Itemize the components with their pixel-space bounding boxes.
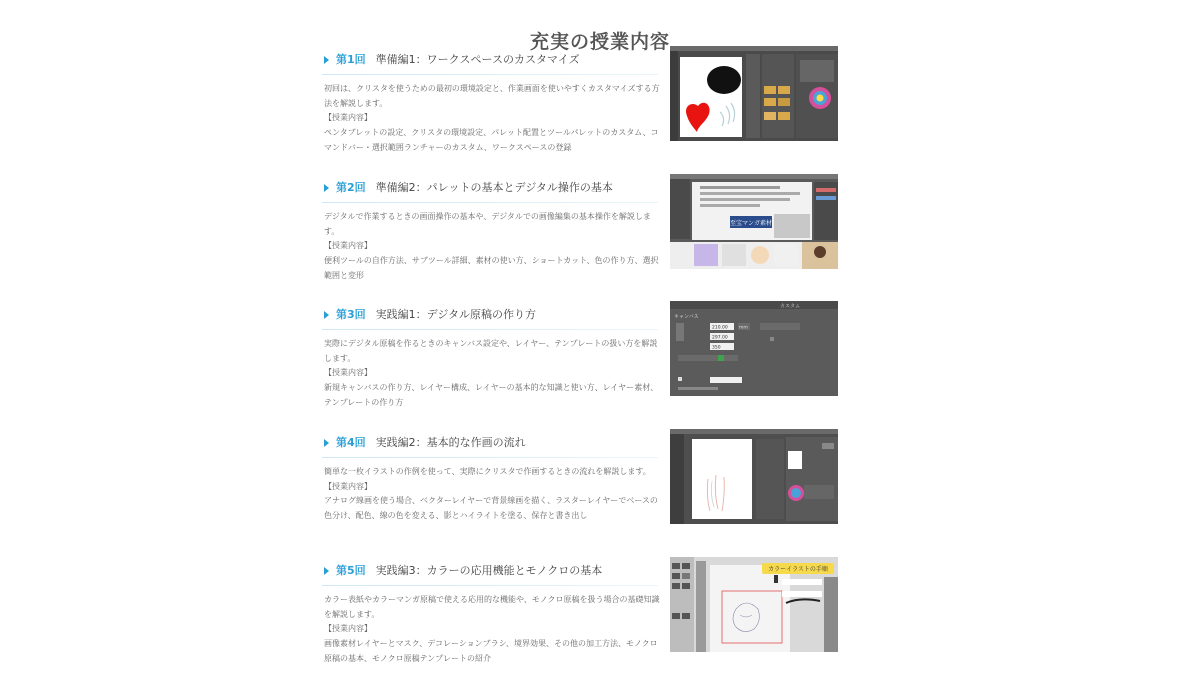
lesson-thumbnail (670, 301, 838, 396)
thumbnail-dialog-title: カスタム (780, 303, 801, 310)
lesson-content: 画像素材レイヤーとマスク、デコレーションブラシ、境界効果、その他の加工方法、モノクロ原稿の基本、モノクロ原稿テンプレートの紹介 (324, 639, 658, 663)
lesson-title: 実践編2：基本的な作画の流れ (375, 436, 526, 449)
lesson-body (324, 337, 660, 411)
divider (322, 329, 658, 330)
lesson-thumbnail (670, 174, 838, 269)
lesson-title: 実践編1：デジタル原稿の作り方 (375, 308, 536, 321)
lesson-body (324, 210, 660, 284)
lesson-heading (322, 305, 658, 325)
lesson-title: 準備編2：パレットの基本とデジタル操作の基本 (375, 181, 613, 194)
lesson-body (324, 82, 660, 156)
lesson-number: 第4回 (336, 436, 366, 449)
lesson-body (324, 593, 660, 667)
lesson-number: 第3回 (336, 308, 366, 321)
content-label: 【授業内容】 (324, 241, 372, 251)
lesson-heading (322, 178, 658, 198)
lesson-1 (322, 50, 838, 174)
thumbnail-banner-text: 至宝マンガ素材 (729, 220, 773, 227)
arrow-right-icon (324, 184, 329, 192)
lesson-title: 準備編1：ワークスペースのカスタマイズ (375, 53, 580, 66)
arrow-right-icon (324, 311, 329, 319)
lesson-thumbnail (670, 557, 838, 652)
thumbnail-unit-label: mm (739, 325, 748, 331)
lesson-heading (322, 50, 658, 70)
divider (322, 74, 658, 75)
page-title: 充実の授業内容 (529, 30, 670, 53)
thumbnail-height-value: 297.00 (712, 335, 728, 341)
lesson-content: 新規キャンバスの作り方、レイヤー構成、レイヤーの基本的な知識と使い方、レイヤー素材、テンプレートの作り方 (324, 383, 659, 407)
arrow-right-icon (324, 567, 329, 575)
lesson-content: 便利ツールの自作方法、サブツール詳細、素材の使い方、ショートカット、色の作り方、選択範囲と変形 (324, 256, 659, 280)
content-label: 【授業内容】 (324, 624, 372, 634)
lesson-5 (322, 561, 838, 685)
lesson-2 (322, 178, 838, 302)
thumbnail-resolution-value: 350 (712, 345, 721, 351)
content-label: 【授業内容】 (324, 113, 372, 123)
divider (322, 202, 658, 203)
thumbnail-width-value: 210.00 (712, 325, 728, 331)
lesson-4 (322, 433, 838, 557)
content-label: 【授業内容】 (324, 368, 372, 378)
content-label: 【授業内容】 (324, 481, 372, 491)
lesson-3 (322, 305, 838, 429)
lesson-thumbnail (670, 429, 838, 524)
lesson-heading (322, 561, 658, 581)
lesson-title: 実践編3：カラーの応用機能とモノクロの基本 (375, 564, 603, 577)
divider (322, 585, 658, 586)
thumbnail-section-label: キャンバス (674, 314, 699, 320)
divider (322, 457, 658, 458)
arrow-right-icon (324, 439, 329, 447)
lesson-description: デジタルで作業するときの画面操作の基本や、デジタルでの画像編集の基本操作を解説します。 (324, 212, 651, 236)
lesson-description: 初回は、クリスタを使うための最初の環境設定と、作業画面を使いやすくカスタマイズする方法を解説します。 (324, 84, 660, 108)
lesson-body (324, 465, 660, 524)
lesson-description: カラー表紙やカラーマンガ原稿で使える応用的な機能や、モノクロ原稿を扱う場合の基礎知識を解説します。 (324, 595, 660, 619)
thumbnail-badge-text: カラーイラストの手順 (768, 566, 828, 573)
lesson-number: 第2回 (336, 181, 366, 194)
arrow-right-icon (324, 56, 329, 64)
lesson-heading (322, 433, 658, 453)
lesson-description: 簡単な一枚イラストの作例を使って、実際にクリスタで作画するときの流れを解説します。 (324, 467, 651, 476)
lesson-thumbnail (670, 46, 838, 141)
lesson-number: 第5回 (336, 564, 366, 577)
lesson-content: ペンタブレットの設定、クリスタの環境設定、パレット配置とツールパレットのカスタム、コマンドバー・選択範囲ランチャーのカスタム、ワークスペースの登録 (324, 128, 659, 152)
lesson-number: 第1回 (336, 53, 366, 66)
lesson-description: 実際にデジタル原稿を作るときのキャンバス設定や、レイヤー、テンプレートの扱い方を解説します。 (324, 339, 658, 363)
lesson-content: アナログ線画を使う場合、ベクターレイヤーで背景線画を描く、ラスターレイヤーでベースの色分け、配色、線の色を変える、影とハイライトを塗る、保存と書き出し (324, 496, 658, 521)
